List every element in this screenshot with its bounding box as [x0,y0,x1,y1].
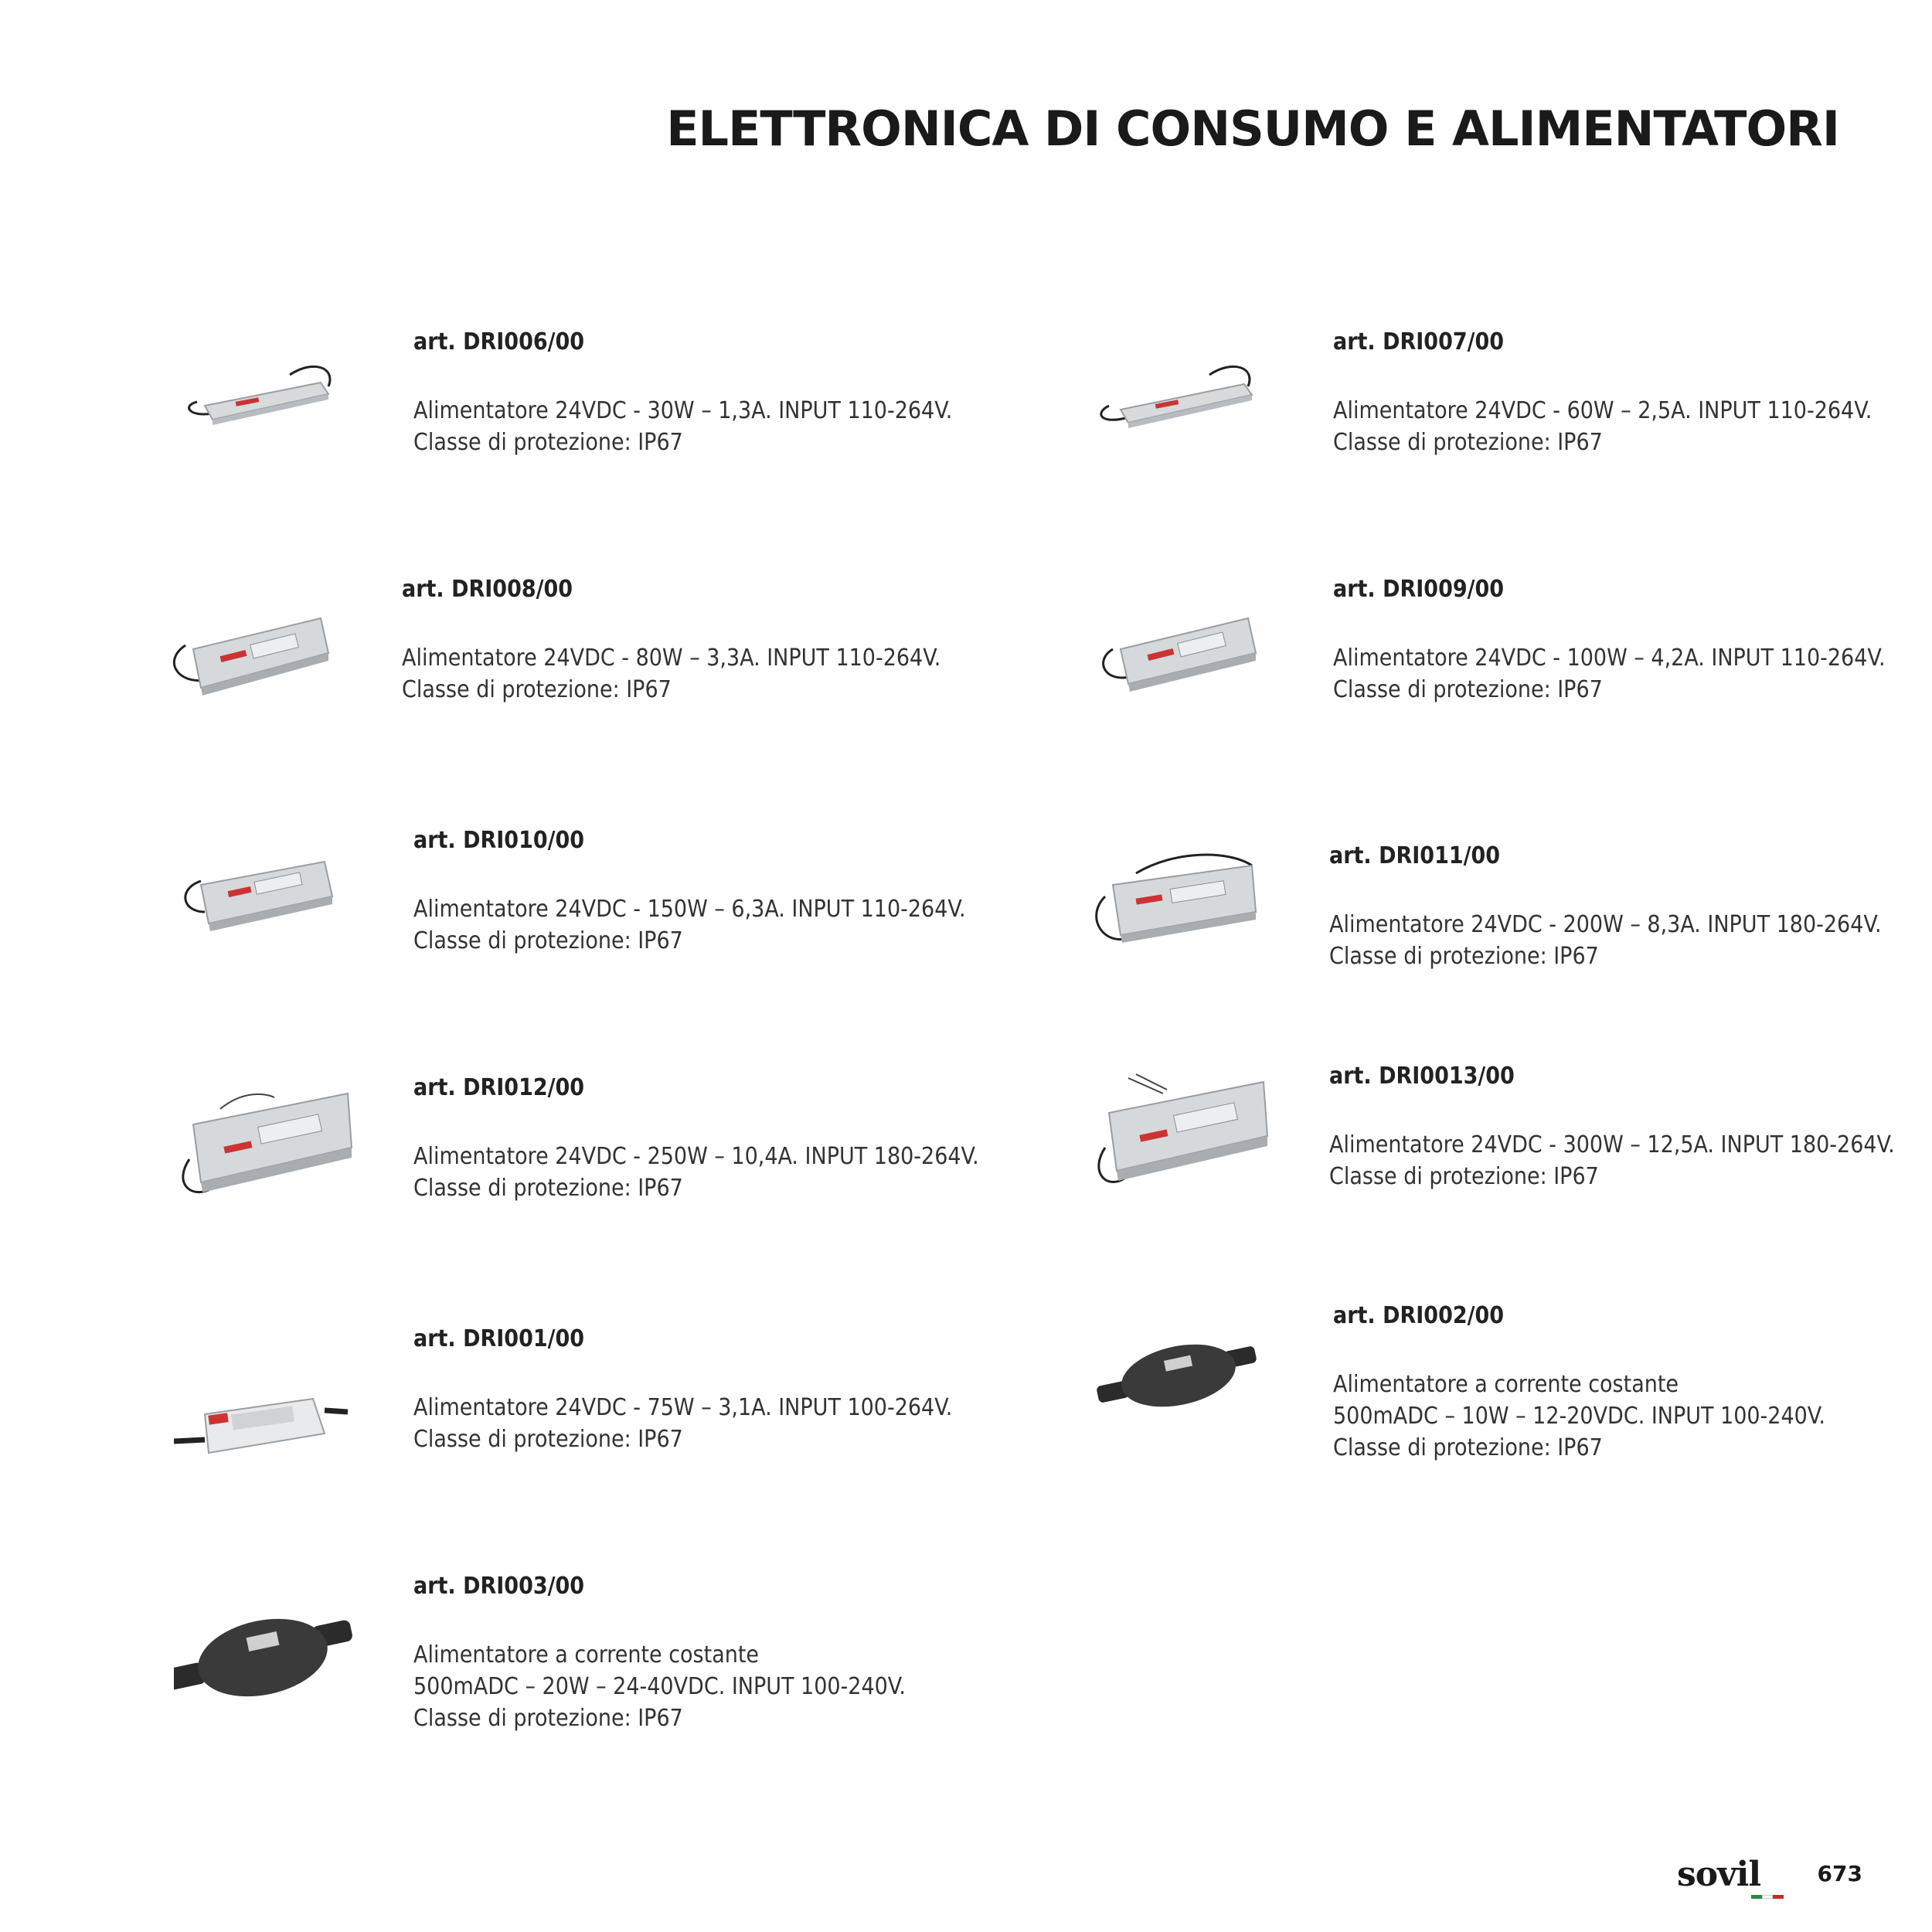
product-code: art. DRI0013/00 [1329,1063,1515,1090]
product-item [1094,576,1932,777]
product-description: Alimentatore 24VDC - 30W – 1,3A. INPUT 110-264V. Classe di protezione: IP67 [413,397,953,456]
product-description: Alimentatore 24VDC - 200W – 8,3A. INPUT 180-264V. Classe di protezione: IP67 [1329,911,1882,970]
led-driver-image [174,827,359,981]
compact-led-driver-image [174,1325,359,1480]
led-driver-image [1094,576,1279,730]
product-code: art. DRI007/00 [1333,328,1505,355]
flag-stripe [1751,1895,1784,1899]
product-item [174,1074,1063,1275]
product-item [174,1573,1063,1774]
product-code: art. DRI011/00 [1329,842,1501,869]
product-description: Alimentatore 24VDC - 300W – 12,5A. INPUT 180-264V. Classe di protezione: IP67 [1329,1131,1895,1190]
product-item [162,576,1051,777]
product-description: Alimentatore 24VDC - 75W – 3,1A. INPUT 100-264V. Classe di protezione: IP67 [413,1394,953,1453]
product-code: art. DRI003/00 [413,1573,585,1600]
product-description: Alimentatore a corrente costante 500mADC – 20W – 24-40VDC. INPUT 100-240V. Classe di protezione: IP67 [413,1641,906,1732]
product-code: art. DRI001/00 [413,1325,585,1352]
product-description: Alimentatore a corrente costante 500mADC – 10W – 12-20VDC. INPUT 100-240V. Classe di protezione: IP67 [1333,1371,1825,1461]
product-code: art. DRI002/00 [1333,1302,1505,1329]
flag-red [1773,1895,1784,1899]
product-description: Alimentatore 24VDC - 100W – 4,2A. INPUT 110-264V. Classe di protezione: IP67 [1333,645,1886,703]
product-item [1090,842,1932,1043]
product-description: Alimentatore 24VDC - 60W – 2,5A. INPUT 110-264V. Classe di protezione: IP67 [1333,397,1872,456]
led-driver-image [1090,842,1275,997]
brand-logo: sovil [1677,1855,1793,1901]
flag-white [1762,1895,1773,1899]
product-code: art. DRI009/00 [1333,576,1505,603]
product-item [174,1325,1063,1526]
product-item [1094,1302,1932,1503]
product-description: Alimentatore 24VDC - 80W – 3,3A. INPUT 110-264V. Classe di protezione: IP67 [402,645,941,703]
page-title: ELETTRONICA DI CONSUMO E ALIMENTATORI [666,100,1839,157]
product-code: art. DRI010/00 [413,827,585,854]
page-footer [1631,1855,1862,1901]
product-code: art. DRI008/00 [402,576,573,603]
product-description: Alimentatore 24VDC - 250W – 10,4A. INPUT 180-264V. Classe di protezione: IP67 [413,1143,979,1202]
product-description: Alimentatore 24VDC - 150W – 6,3A. INPUT 110-264V. Classe di protezione: IP67 [413,896,966,954]
slim-led-driver-image [174,328,359,483]
large-led-driver-image [1090,1063,1275,1217]
product-item [1094,328,1932,529]
led-driver-image [162,576,348,730]
flag-green [1751,1895,1762,1899]
constant-current-driver-image [174,1573,359,1727]
product-item [174,328,1063,529]
constant-current-driver-image [1094,1302,1279,1457]
product-item [1090,1063,1932,1264]
large-led-driver-image [174,1074,359,1229]
page-number: 673 [1817,1861,1862,1886]
product-item [174,827,1063,1028]
product-code: art. DRI006/00 [413,328,585,355]
slim-led-driver-image [1094,328,1279,483]
product-code: art. DRI012/00 [413,1074,585,1101]
